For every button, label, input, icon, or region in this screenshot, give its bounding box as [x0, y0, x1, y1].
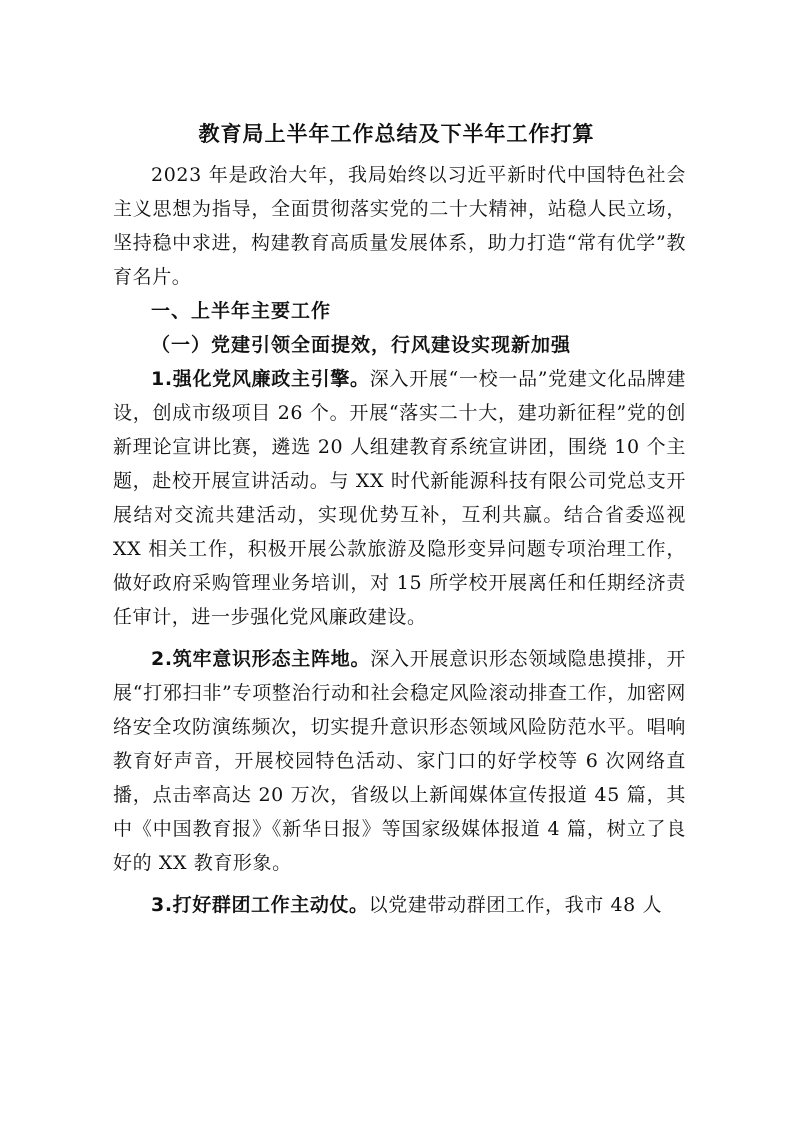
document-title: 教育局上半年工作总结及下半年工作打算 [198, 122, 595, 146]
item-paragraph-3 [113, 888, 686, 922]
item-paragraph-2 [113, 642, 686, 880]
item-lead-1: 1.强化党风廉政主引擎。 [151, 368, 370, 390]
subsection-heading: （一）党建引领全面提效，行风建设实现新加强 [151, 334, 572, 356]
intro-paragraph: 2023 年是政治大年，我局始终以习近平新时代中国特色社会主义思想为指导，全面贯彻落实党的二十大精神，站稳人民立场，坚持稳中求进，构建教育高质量发展体系，助力打造“常有优学”教育名片。 [113, 164, 686, 288]
item-paragraph-1 [113, 362, 686, 634]
item-text-3: 以党建带动群团工作，我市 48 人 [368, 894, 663, 916]
item-text-2: 深入开展意识形态领域隐患摸排，开展“打邪扫非”专项整治行动和社会稳定风险滚动排查工作，加密网络安全攻防演练频次，切实提升意识形态领域风险防范水平。唱响教育好声音，开展校园特色活动、家门口的好学校等 6 次网络直播，点击率高达 20 万次，省级以上新闻媒体宣传报道 45 篇，其中《中国教育报》《新华日报》等国家级媒体报道 4 篇，树立了良好的 XX 教育形象。 [113, 648, 686, 874]
section-heading: 一、上半年主要工作 [151, 300, 332, 322]
item-text-1: 深入开展“一校一品”党建文化品牌建设，创成市级项目 26 个。开展“落实二十大，建功新征程”党的创新理论宣讲比赛，遴选 20 人组建教育系统宣讲团，围绕 10 个主题，赴校开展宣讲活动。与 XX 时代新能源科技有限公司党总支开展结对交流共建活动，实现优势互补，互利共赢。结合省委巡视 XX 相关工作，积极开展公款旅游及隐形变异问题专项治理工作，做好政府采购管理业务培训，对 15 所学校开展离任和任期经济责任审计，进一步强化党风廉政建设。 [113, 368, 686, 628]
document-body [113, 158, 686, 922]
item-lead-3: 3.打好群团工作主动仗。 [151, 894, 369, 916]
item-lead-2: 2.筑牢意识形态主阵地。 [151, 648, 371, 670]
